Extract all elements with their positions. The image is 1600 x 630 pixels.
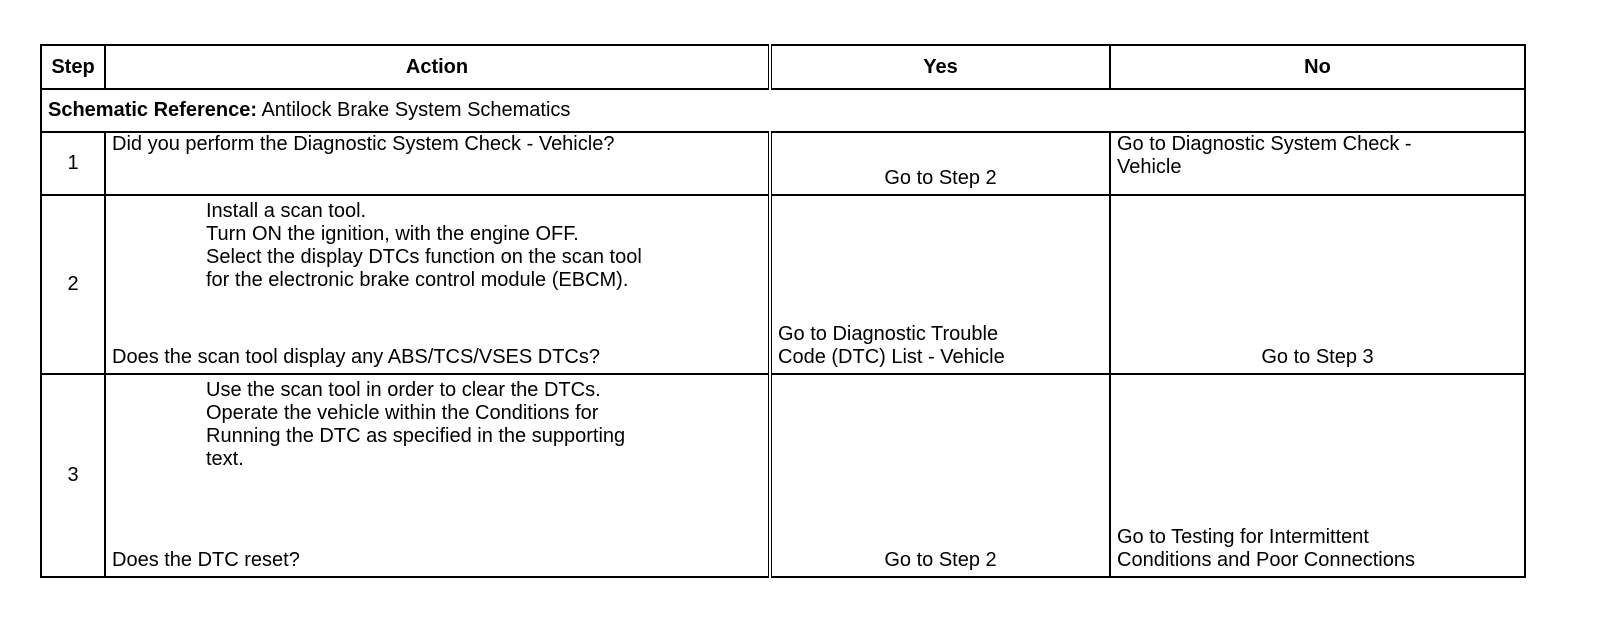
yes-cell	[770, 132, 1110, 195]
schematic-reference-text: Antilock Brake System Schematics	[261, 98, 571, 121]
action-question: Does the scan tool display any ABS/TCS/VSES DTCs?	[112, 346, 600, 369]
table-row	[41, 374, 1525, 577]
table-row	[41, 132, 1525, 195]
action-question: Does the DTC reset?	[112, 549, 300, 571]
header-step: Step	[41, 45, 105, 89]
step-number: 1	[41, 132, 105, 195]
table-row	[41, 195, 1525, 374]
no-line: Go to Testing for Intermittent	[1117, 526, 1369, 548]
no-cell	[1110, 132, 1525, 195]
header-action: Action	[105, 45, 770, 89]
action-line: Turn ON the ignition, with the engine OFF.	[206, 222, 579, 245]
header-yes: Yes	[770, 45, 1110, 89]
yes-line: Go to Step 2	[884, 166, 997, 189]
schematic-reference-row	[41, 89, 1525, 131]
diagnostic-table	[40, 44, 1526, 578]
action-line: Did you perform the Diagnostic System Check - Vehicle?	[112, 132, 615, 155]
action-cell	[105, 195, 770, 374]
action-line: Use the scan tool in order to clear the DTCs.	[206, 379, 601, 402]
action-cell	[105, 132, 770, 195]
step-number: 2	[41, 195, 105, 374]
action-line: Operate the vehicle within the Conditions for	[206, 402, 599, 425]
no-cell	[1110, 195, 1525, 374]
no-line: Go to Diagnostic System Check -	[1117, 132, 1412, 155]
yes-line: Code (DTC) List - Vehicle	[778, 346, 1005, 369]
action-line: text.	[206, 448, 244, 471]
header-no: No	[1110, 45, 1525, 89]
no-cell	[1110, 374, 1525, 577]
no-line: Vehicle	[1117, 155, 1182, 178]
action-line: Running the DTC as specified in the supporting	[206, 425, 626, 448]
header-row	[41, 45, 1525, 89]
action-line: for the electronic brake control module (EBCM).	[206, 268, 629, 291]
yes-line: Go to Diagnostic Trouble	[778, 323, 999, 346]
schematic-reference	[41, 89, 1525, 131]
yes-cell	[770, 374, 1110, 577]
no-line: Conditions and Poor Connections	[1117, 549, 1415, 571]
no-line: Go to Step 3	[1261, 346, 1374, 369]
yes-cell	[770, 195, 1110, 374]
action-line: Install a scan tool.	[206, 199, 367, 222]
action-cell	[105, 374, 770, 577]
yes-line: Go to Step 2	[884, 549, 997, 571]
step-number: 3	[41, 374, 105, 577]
schematic-reference-label: Schematic Reference:	[48, 98, 257, 121]
action-line: Select the display DTCs function on the scan tool	[206, 245, 642, 268]
